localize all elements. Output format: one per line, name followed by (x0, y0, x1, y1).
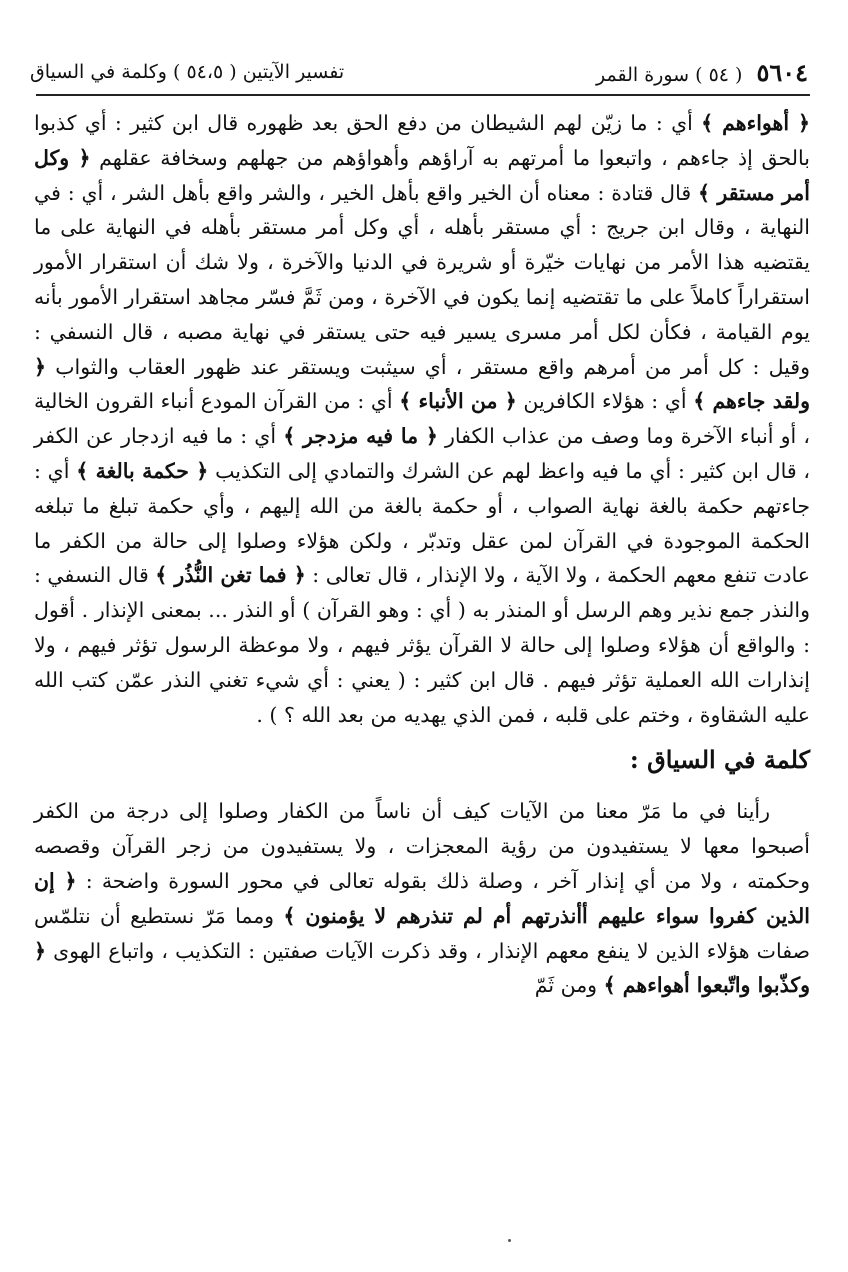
commentary-text: أي : جاءتهم حكمة بالغة نهاية الصواب ، أو حكمة بالغة من الله إليهم ، وأي حكمة تبلغ ما تبلغه الحكمة الموجودة في القرآن لمن عقل وتدبّر ، ولكن هؤلاء وصلوا إلى حالة من الكفر ما عادت تنفع معهم الحكمة ، ولا الآية ، ولا الإنذار ، قال تعالى : (34, 458, 810, 588)
tafsir-paragraph (34, 106, 810, 732)
context-paragraph (34, 794, 810, 1003)
page-speck (508, 1239, 511, 1242)
page-number: ٥٦٠٤ (756, 57, 808, 87)
header-right (596, 58, 808, 87)
verse-quote: ﴿ ما فيه مزدجر ﴾ (283, 424, 438, 449)
commentary-text: أي : ما زيّن لهم الشيطان من دفع الحق بعد ظهوره قال ابن كثير : أي كذبوا بالحق إذ جاءهم ، واتبعوا ما أمرتهم به آراؤهم وأهواؤهم من جهلهم وسخافة عقلهم (34, 111, 810, 170)
page-body (34, 106, 810, 1003)
context-text: رأينا في ما مَرّ معنا من الآيات كيف أن ناساً من الكفار وصلوا إلى درجة من الكفر أصبحوا معها لا يستفيدون من رؤية المعجزات ، ولا يستفيدون من زجر القرآن وقصصه وحكمته ، ولا من أي إنذار آخر ، وصلة ذلك بقوله تعالى في محور السورة واضحة : (34, 799, 810, 893)
commentary-text: قال النسفي : والنذر جمع نذير وهم الرسل أو المنذر به ( أي : وهو القرآن ) أو النذر ... بمعنى الإنذار . أقول : والواقع أن هؤلاء وصلوا إلى حالة لا القرآن يؤثر فيهم ، ولا موعظة الرسول تؤثر فيهم ، ولا إنذارات الله العملية تؤثر فيهم . قال ابن كثير : ( يعني : أي شيء تغني النذر عمّن كتب الله عليه الشقاوة ، وختم على قلبه ، فمن الذي يهديه من بعد الله ؟ ) . (34, 563, 810, 727)
sura-reference: ( ٥٤ ) سورة القمر (596, 63, 743, 86)
verse-quote: ﴿ من الأنباء ﴾ (399, 389, 517, 414)
commentary-text: أي : هؤلاء الكافرين (516, 389, 694, 414)
verse-quote: ﴿ أهواءهم ﴾ (701, 111, 810, 135)
page-header (30, 52, 808, 92)
context-text: ومن ثَمّ (534, 973, 604, 998)
section-heading: كلمة في السياق : (629, 745, 810, 775)
verse-quote: ﴿ وكل أمر مستقر ﴾ (34, 145, 810, 205)
commentary-text: قال قتادة : معناه أن الخير واقع بأهل الخير ، والشر واقع بأهل الشر ، أي : في النهاية ، وقال ابن جريج : أي مستقر بأهله ، أي وكل أمر مستقر بأهله في النهاية على ما يقتضيه هذا الأمر من نهايات خيّرة أو شريرة في الدنيا والآخرة ، ولا شك أن استقرار الأمور استقراراً كاملاً على ما تقتضيه إنما يكون في الآخرة ، ومن ثَمَّ فسّر مجاهد استقرار الأمور بأنه يوم القيامة ، فكأن لكل أمر مسرى يسير فيه حتى يستقر في نهاية مصبه ، قال النسفي : وقيل : كل أمر من أمرهم واقع مستقر ، أي سيثبت ويستقر عند ظهور العقاب والثواب (34, 180, 810, 379)
context-text: ومما مَرّ نستطيع أن نتلمّس صفات هؤلاء الذين لا ينفع معهم الإنذار ، وقد ذكرت الآيات صفتين : التكذيب ، واتباع الهوى (34, 903, 810, 963)
verse-quote: ﴿ ولقد جاءهم ﴾ (34, 354, 810, 414)
section-title: تفسير الآيتين ( ٥٤،٥ ) وكلمة في السياق (30, 61, 345, 83)
verse-quote: ﴿ حكمة بالغة ﴾ (76, 458, 209, 483)
header-divider (36, 94, 810, 96)
verse-quote: ﴿ وكذّبوا واتّبعوا أهواءهم ﴾ (34, 938, 810, 998)
verse-quote: ﴿ إن الذين كفروا سواء عليهم أأنذرتهم أم لم تنذرهم لا يؤمنون ﴾ (34, 868, 810, 928)
commentary-text: أي : من القرآن المودع أنباء القرون الخالية ، أو أنباء الآخرة وما وصف من عذاب الكفار (34, 389, 810, 449)
commentary-text: أي : ما فيه ازدجار عن الكفر ، قال ابن كثير : أي ما فيه واعظ لهم عن الشرك والتمادي إلى التكذيب (34, 424, 811, 483)
verse-quote: ﴿ فما تغن النُّذُر ﴾ (155, 563, 306, 588)
